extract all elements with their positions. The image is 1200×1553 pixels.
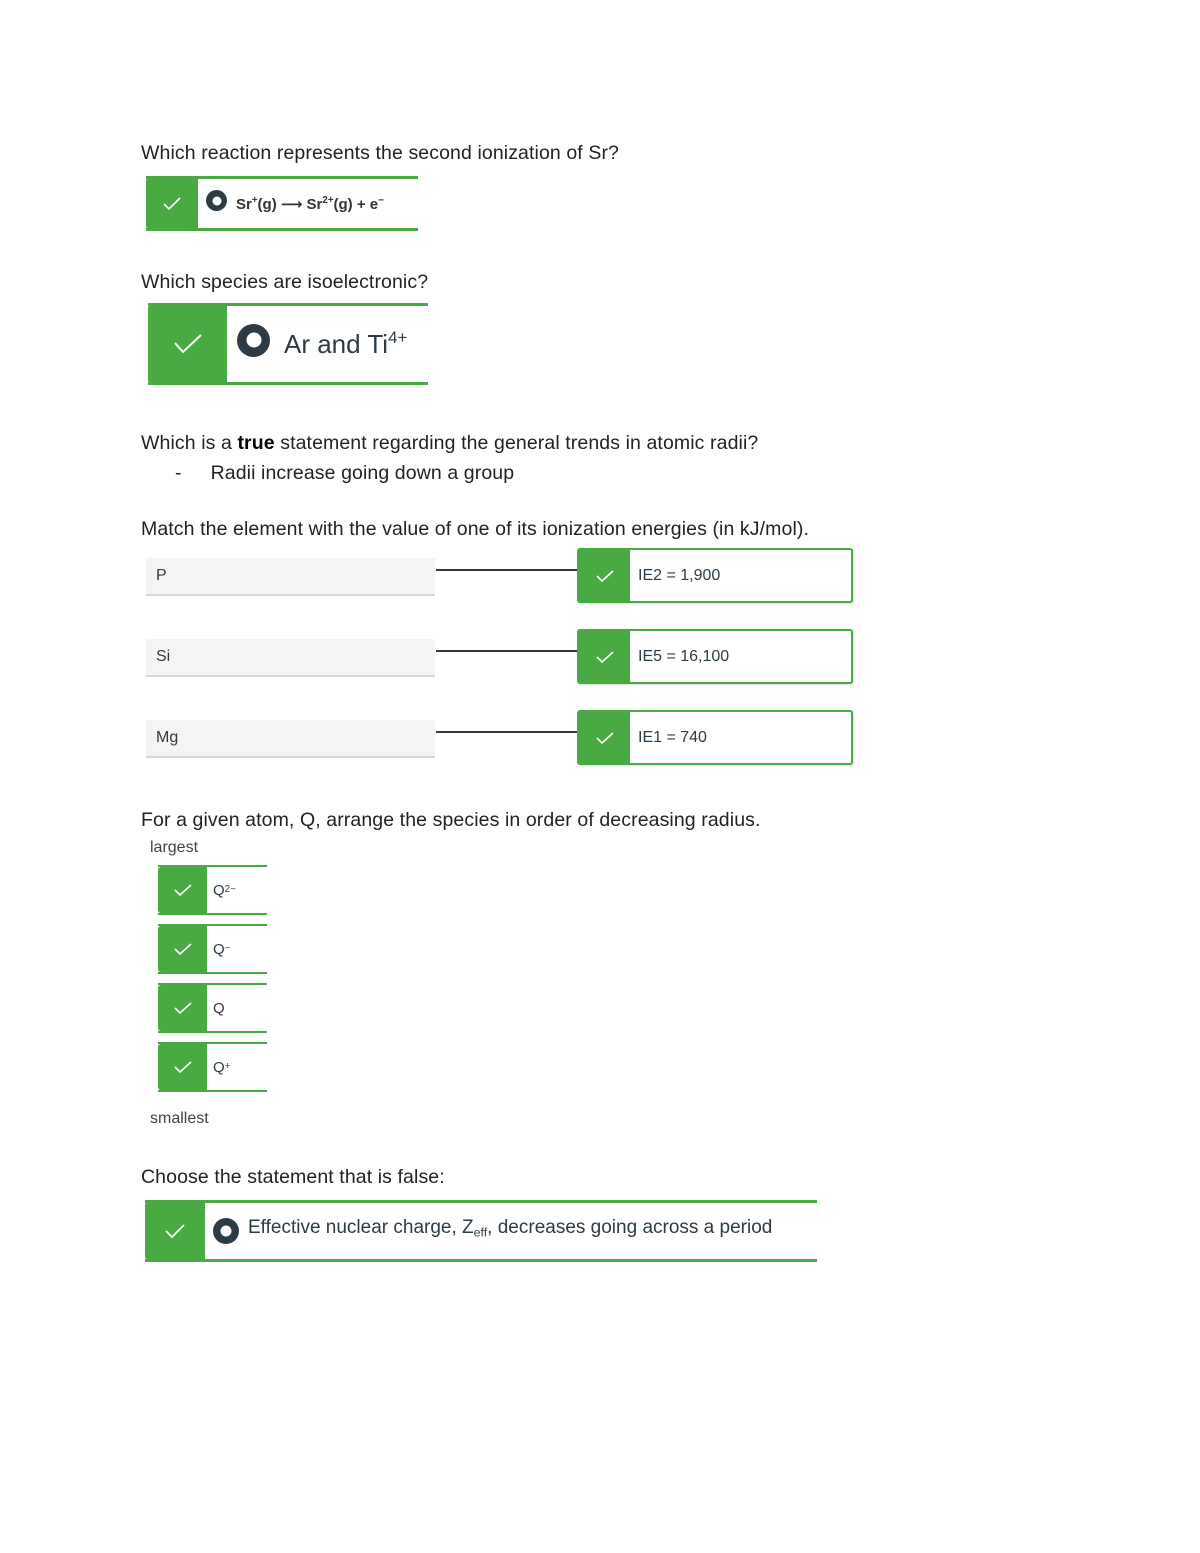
match-element-si: Si [146,639,435,677]
question-6-text: Choose the statement that is false: [141,1166,445,1188]
q2-answer-text: Ar and $Ti^{4+}$ [284,327,408,359]
q2-answer [227,306,407,382]
q1-answer-text: Sr+(g) ⟶ $Sr^{2+}(g) + e^-$ [236,194,384,213]
match-connector-line [436,731,578,733]
order-bottom-label: smallest [150,1110,209,1127]
check-icon [595,569,615,583]
check-icon [164,1223,186,1239]
q3-answer-text: Radii increase going down a group [210,462,515,484]
check-strip [579,631,630,682]
question-3-text: Which is a true statement regarding the general trends in atomic radii? [141,432,759,454]
order-item[interactable] [158,865,267,915]
order-item-text: Q [213,999,225,1017]
q1-answer [198,179,384,228]
match-answer-si[interactable] [577,629,853,684]
check-icon [173,1060,193,1074]
check-strip [579,712,630,763]
check-strip [158,867,207,913]
match-answer-value: IE1 = 740 [638,728,707,746]
q6-answer-text: Effective nuclear charge, $Z_{eff}$, decreases going across a period [248,1217,773,1240]
order-item[interactable] [158,1042,267,1092]
radio-selected-icon[interactable] [213,1218,239,1244]
radio-selected-icon[interactable] [237,324,270,357]
radio-selected-icon[interactable] [206,190,227,211]
question-5-text: For a given atom, Q, arrange the species in order of decreasing radius. [141,809,761,831]
order-item[interactable] [158,924,267,974]
check-icon [595,731,615,745]
check-strip [579,550,630,601]
check-icon [173,942,193,956]
match-connector-line [436,650,578,652]
match-answer-p[interactable] [577,548,853,603]
question-1-text: Which reaction represents the second ionization of Sr? [141,142,619,164]
match-connector-line [436,569,578,571]
match-answer-value: IE5 = 16,100 [638,647,730,665]
q1-answer-box [146,176,418,231]
q3-answer-line [175,462,514,485]
q6-answer-box [145,1200,817,1262]
order-item-text: Q 2− [213,881,236,899]
check-icon [595,650,615,664]
q6-answer [205,1203,772,1259]
match-answer-value: IE2 = 1,900 [638,566,721,584]
check-strip [158,1044,207,1090]
order-item[interactable] [158,983,267,1033]
check-icon [173,883,193,897]
order-item-text: Q + [213,1058,231,1076]
check-strip [145,1203,205,1259]
match-element-mg: Mg [146,720,435,758]
order-top-label: largest [150,839,199,856]
check-strip [146,179,198,228]
match-answer-mg[interactable] [577,710,853,765]
question-4-text: Match the element with the value of one of its ionization energies (in kJ/mol). [141,518,809,540]
question-2-text: Which species are isoelectronic? [141,271,429,293]
q2-answer-box [148,303,428,385]
check-strip [148,306,227,382]
bullet-dash: - [175,462,182,484]
match-element-p: P [146,558,435,596]
order-item-text: Q − [213,940,231,958]
check-strip [158,985,207,1031]
check-strip [158,926,207,972]
check-icon [173,1001,193,1015]
check-icon [173,333,203,355]
check-icon [162,196,182,212]
